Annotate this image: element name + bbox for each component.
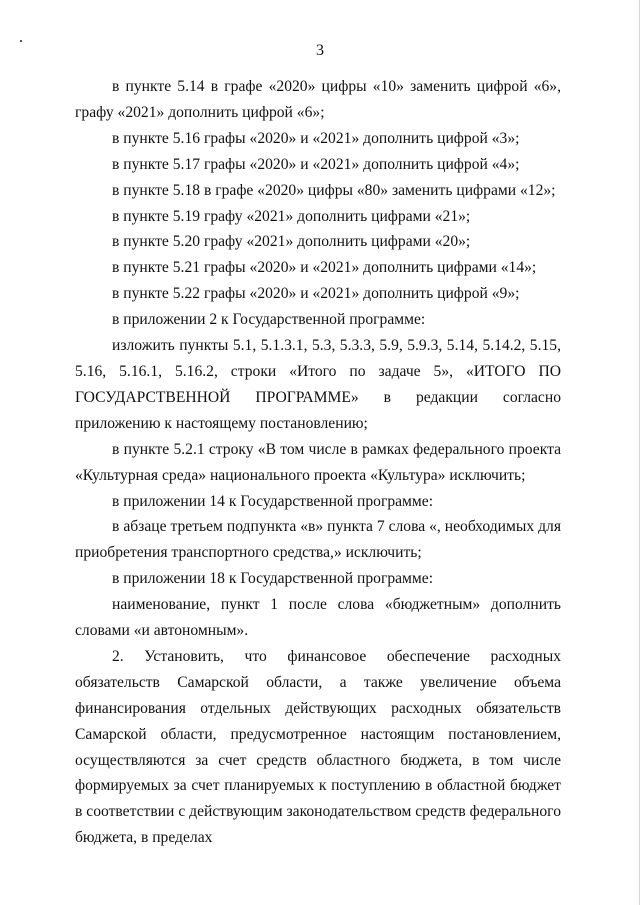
paragraph-item-5-21: в пункте 5.21 графы «2020» и «2021» дополнить цифрами «14»; bbox=[112, 259, 537, 277]
paragraph-restate-items: изложить пункты 5.1, 5.1.3.1, 5.3, 5.3.3, 5.9, 5.9.3, 5.14, 5.14.2, 5.15, 5.16, 5.16.1, 5.16.2, строки «Итого по задаче 5», «ИТОГО ПО ГОСУДАРСТВЕННОЙ ПРОГРАММЕ» в редакции согласно приложению к настоящему постановлению; bbox=[75, 337, 561, 432]
page-number: 3 bbox=[316, 42, 324, 59]
paragraph-item-5-18: в пункте 5.18 в графе «2020» цифры «80» заменить цифрами «12»; bbox=[112, 181, 556, 199]
paragraph-item-5-20: в пункте 5.20 графу «2021» дополнить цифрами «20»; bbox=[112, 233, 471, 251]
paragraph-appendix-14: в приложении 14 к Государственной программе: bbox=[112, 492, 434, 510]
document-body bbox=[75, 74, 561, 851]
paragraph-item-5-22: в пункте 5.22 графы «2020» и «2021» дополнить цифрой «9»; bbox=[112, 285, 520, 303]
paragraph-naming: наименование, пункт 1 после слова «бюджетным» дополнить словами «и автономным». bbox=[75, 596, 561, 640]
paragraph-item-5-14: в пункте 5.14 в графе «2020» цифры «10» заменить цифрой «6», графу «2021» дополнить цифрой «6»; bbox=[75, 78, 561, 121]
paragraph-item-5-19: в пункте 5.19 графу «2021» дополнить цифрами «21»; bbox=[112, 207, 471, 225]
paragraph-appendix-2: в приложении 2 к Государственной программе: bbox=[112, 311, 426, 329]
paragraph-item-5-16: в пункте 5.16 графы «2020» и «2021» дополнить цифрой «3»; bbox=[112, 129, 520, 147]
paragraph-appendix-18: в приложении 18 к Государственной программе: bbox=[112, 570, 434, 588]
paragraph-section-2: 2. Установить, что финансовое обеспечение расходных обязательств Самарской области, а также увеличение объема финансирования отдельных действующих расходных обязательств Самарской области, предусмотренное настоящим постановлением, осуществляются за счет средств областного бюджета, в том числе формируемых за счет планируемых к поступлению в областной бюджет в соответствии с действующим законодательством средств федерального бюджета, в пределах bbox=[75, 647, 561, 847]
paragraph-item-5-17: в пункте 5.17 графы «2020» и «2021» дополнить цифрой «4»; bbox=[112, 155, 520, 173]
paragraph-item-5-2-1: в пункте 5.2.1 строку «В том числе в рамках федерального проекта «Культурная среда» национального проекта «Культура» исключить; bbox=[75, 440, 561, 484]
paragraph-subclause-v: в абзаце третьем подпункта «в» пункта 7 слова «, необходимых для приобретения транспортного средства,» исключить; bbox=[75, 518, 561, 562]
